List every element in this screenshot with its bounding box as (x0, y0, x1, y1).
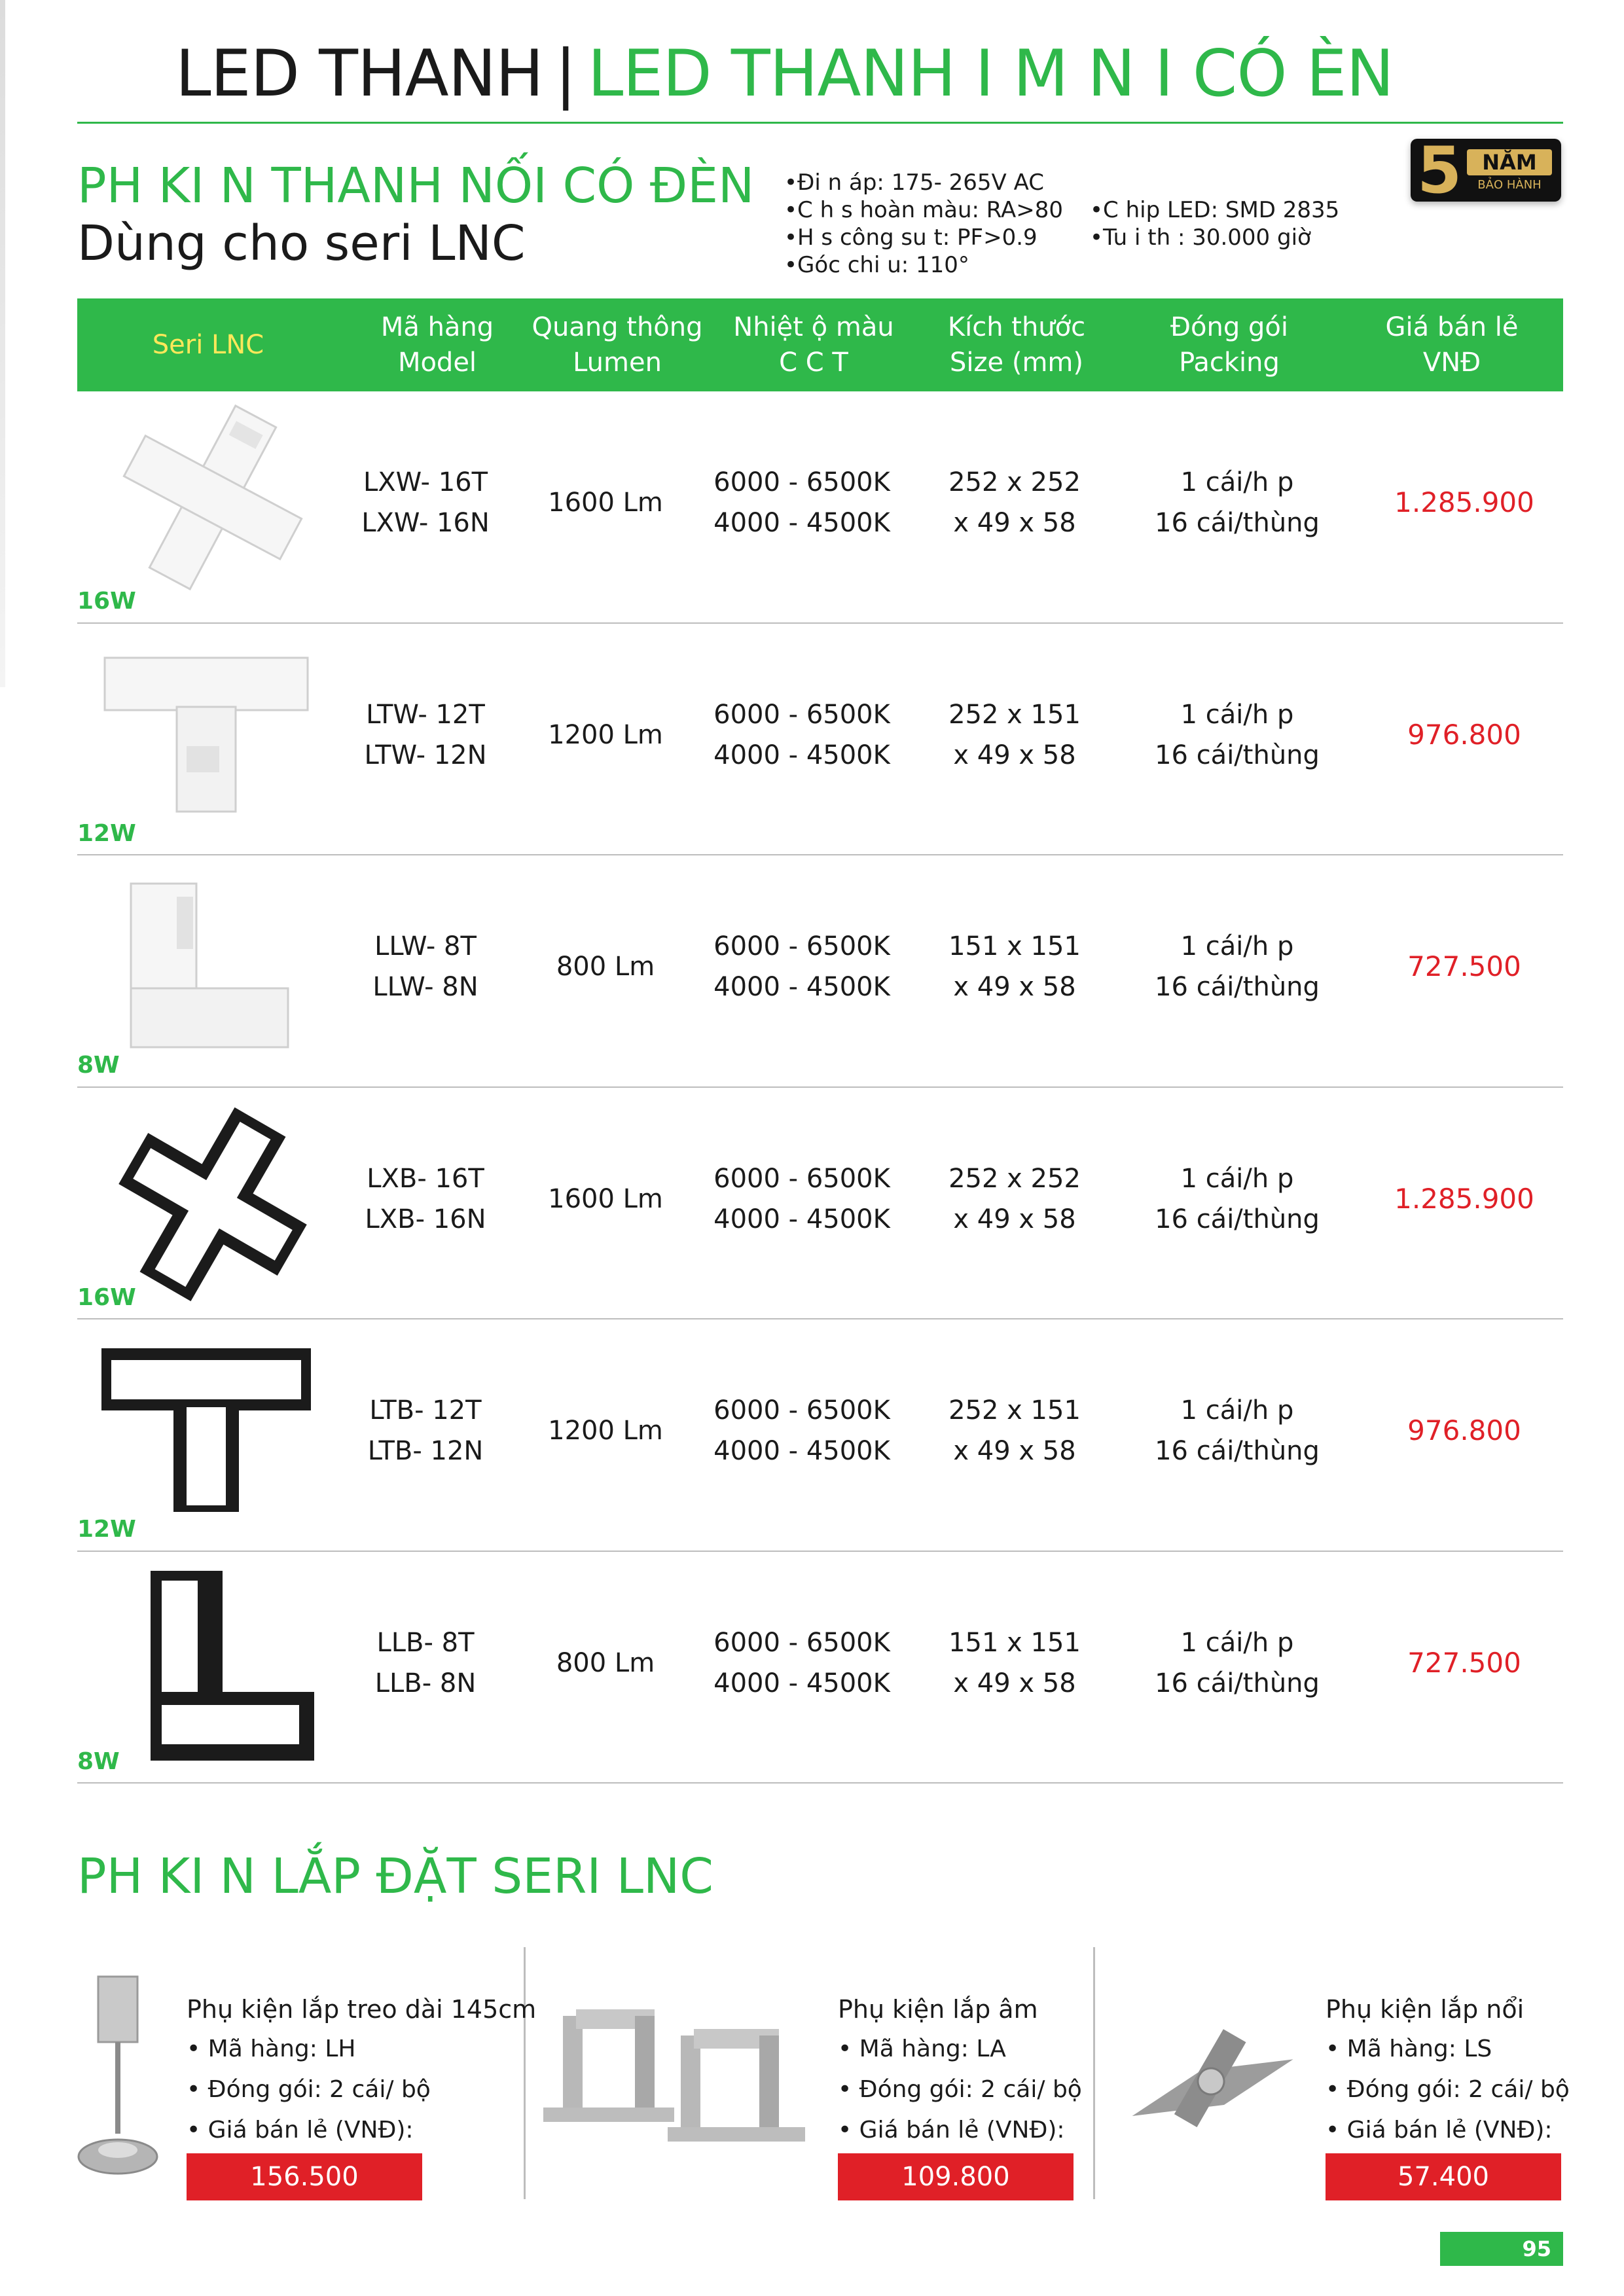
header-seri: Seri LNC (152, 330, 264, 360)
accessory-3-price: 57.400 (1326, 2153, 1561, 2200)
cell-size-line: x 49 x 58 (953, 1204, 1076, 1234)
cell-cct-line: 4000 - 4500K (713, 508, 890, 538)
row-divider (77, 1318, 1563, 1319)
product-image-cross-white (118, 399, 308, 596)
cell-model (365, 1158, 486, 1240)
accessory-3-packing: • Đóng gói: 2 cái/ bộ (1326, 2076, 1570, 2103)
section-subtitle: Dùng cho seri LNC (77, 215, 526, 272)
accessory-1-packing: • Đóng gói: 2 cái/ bộ (187, 2076, 431, 2103)
cell-cct-line: 4000 - 4500K (713, 740, 890, 770)
cell-model-line: LTB- 12T (369, 1395, 482, 1426)
cell-packing-line: 1 cái/h p (1180, 467, 1294, 497)
header-cct: Nhiệt ộ màu C C T (733, 312, 894, 378)
spec-power-factor: •H s công su t: PF>0.9 (784, 224, 1038, 251)
cell-size (948, 462, 1081, 543)
cell-model (375, 1623, 477, 1704)
header-size: Kích thước Size (mm) (947, 312, 1086, 378)
cell-price: 1.285.900 (1394, 486, 1534, 518)
accessory-1-price-label: • Giá bán lẻ (VNĐ): (187, 2117, 414, 2144)
cell-size-line: x 49 x 58 (953, 972, 1076, 1002)
accessory-3-model: • Mã hàng: LS (1326, 2036, 1492, 2062)
cell-lumen: 1600 Lm (548, 1183, 663, 1214)
accessory-3-price-label: • Giá bán lẻ (VNĐ): (1326, 2117, 1553, 2144)
cell-price: 727.500 (1407, 1646, 1521, 1679)
cell-cct-line: 6000 - 6500K (713, 467, 890, 497)
accessory-image-suspension (72, 1970, 164, 2186)
title-left: LED THANH (175, 37, 543, 111)
cell-price: 976.800 (1407, 1414, 1521, 1446)
cell-size-line: 151 x 151 (948, 931, 1081, 961)
cell-lumen: 1600 Lm (548, 488, 663, 518)
cell-lumen: 800 Lm (556, 1647, 655, 1678)
cell-cct (713, 1158, 890, 1240)
cell-model (368, 1390, 484, 1471)
cell-size-line: 151 x 151 (948, 1627, 1081, 1658)
cell-packing (1155, 462, 1320, 543)
title-rule (77, 122, 1563, 124)
page-number: 95 (1440, 2232, 1563, 2266)
cell-size-line: 252 x 151 (948, 1395, 1081, 1426)
product-image-tee-white (98, 648, 314, 818)
title-right: LED THANH I M N I CÓ ÈN (587, 37, 1394, 111)
cell-model-line: LTB- 12N (367, 1436, 484, 1466)
cell-size (948, 926, 1081, 1007)
cell-cct-line: 6000 - 6500K (713, 1627, 890, 1658)
spec-chip: •C hip LED: SMD 2835 (1090, 197, 1340, 223)
cell-packing-line: 1 cái/h p (1180, 931, 1294, 961)
cell-packing-line: 16 cái/thùng (1155, 508, 1320, 538)
cell-size (948, 694, 1081, 776)
accessory-2-name: Phụ kiện lắp âm (838, 1995, 1038, 2024)
cell-model (364, 694, 486, 776)
cell-packing-line: 16 cái/thùng (1155, 972, 1320, 1002)
cell-cct-line: 6000 - 6500K (713, 699, 890, 730)
cell-cct (713, 694, 890, 776)
row-wattage: 16W (77, 1283, 136, 1311)
accessory-image-surface (1113, 2003, 1309, 2160)
cell-price: 976.800 (1407, 718, 1521, 751)
row-divider (77, 622, 1563, 624)
row-divider (77, 1782, 1563, 1784)
product-image-el-black (147, 1568, 317, 1764)
cell-model-line: LXB- 16T (367, 1163, 484, 1194)
cell-size (948, 1623, 1081, 1704)
cell-cct-line: 6000 - 6500K (713, 1395, 890, 1426)
cell-packing (1155, 1623, 1320, 1704)
warranty-badge (1411, 134, 1561, 208)
cell-packing-line: 1 cái/h p (1180, 1627, 1294, 1658)
cell-size-line: x 49 x 58 (953, 1436, 1076, 1466)
spec-beam-angle: •Góc chi u: 110° (784, 252, 969, 278)
cell-model-line: LLB- 8T (376, 1627, 475, 1658)
header-model: Mã hàng Model (380, 312, 494, 378)
cell-model-line: LTW- 12T (366, 699, 485, 730)
cell-size-line: x 49 x 58 (953, 740, 1076, 770)
spec-voltage: •Đi n áp: 175- 265V AC (784, 170, 1045, 196)
cell-packing-line: 16 cái/thùng (1155, 1436, 1320, 1466)
row-divider (77, 1086, 1563, 1088)
cell-packing-line: 16 cái/thùng (1155, 740, 1320, 770)
cell-packing-line: 1 cái/h p (1180, 1395, 1294, 1426)
title-separator: | (554, 37, 576, 111)
product-image-el-white (124, 877, 295, 1054)
accessory-3-name: Phụ kiện lắp nổi (1326, 1995, 1525, 2024)
accessory-divider-1 (524, 1947, 526, 2199)
table-header (77, 298, 1563, 391)
cell-cct (713, 926, 890, 1007)
header-price: Giá bán lẻ VNĐ (1385, 312, 1519, 378)
cell-cct (713, 462, 890, 543)
accessory-2-packing: • Đóng gói: 2 cái/ bộ (838, 2076, 1082, 2103)
warranty-label: BẢO HÀNH (1477, 178, 1542, 192)
cell-model-line: LLW- 8N (372, 972, 478, 1002)
cell-packing (1155, 694, 1320, 776)
row-divider (77, 1551, 1563, 1552)
cell-lumen: 800 Lm (556, 952, 655, 982)
accessory-divider-2 (1093, 1947, 1095, 2199)
cell-model-line: LLB- 8N (374, 1668, 477, 1698)
cell-size-line: 252 x 151 (948, 699, 1081, 730)
header-packing: Đóng gói Packing (1170, 312, 1288, 378)
cell-price: 727.500 (1407, 950, 1521, 982)
cell-size (948, 1390, 1081, 1471)
row-wattage: 8W (77, 1052, 120, 1079)
cell-size-line: x 49 x 58 (953, 1668, 1076, 1698)
cell-cct-line: 4000 - 4500K (713, 1204, 890, 1234)
spec-lifetime: •Tu i th : 30.000 giờ (1090, 224, 1311, 251)
cell-model-line: LLW- 8T (374, 931, 477, 961)
cell-size-line: x 49 x 58 (953, 508, 1076, 538)
header-lumen: Quang thông Lumen (532, 312, 703, 378)
cell-packing (1155, 1158, 1320, 1240)
section-title-accessories: PH KI N LẮP ĐẶT SERI LNC (77, 1848, 713, 1905)
spec-cri: •C h s hoàn màu: RA>80 (784, 197, 1064, 223)
cell-model-line: LXW- 16N (361, 508, 490, 538)
cell-cct (713, 1390, 890, 1471)
cell-packing-line: 16 cái/thùng (1155, 1204, 1320, 1234)
cell-cct-line: 4000 - 4500K (713, 1668, 890, 1698)
cell-packing-line: 1 cái/h p (1180, 699, 1294, 730)
cell-packing (1155, 926, 1320, 1007)
cell-model-line: LXW- 16T (363, 467, 488, 497)
accessory-2-price: 109.800 (838, 2153, 1074, 2200)
cell-model-line: LTW- 12N (364, 740, 487, 770)
cell-model (372, 926, 478, 1007)
warranty-number: 5 (1417, 134, 1462, 208)
accessory-2-price-label: • Giá bán lẻ (VNĐ): (838, 2117, 1065, 2144)
cell-cct-line: 6000 - 6500K (713, 1163, 890, 1194)
cell-model-line: LXB- 16N (365, 1204, 486, 1234)
accessory-2-model: • Mã hàng: LA (838, 2036, 1006, 2062)
section-title-connectors: PH KI N THANH NỐI CÓ ĐÈN (77, 158, 755, 214)
accessory-image-recessed (537, 1996, 812, 2160)
row-wattage: 12W (77, 1516, 136, 1543)
accessory-1-name: Phụ kiện lắp treo dài 145cm (187, 1995, 537, 2024)
warranty-years: NĂM (1467, 149, 1552, 175)
cell-cct-line: 4000 - 4500K (713, 972, 890, 1002)
cell-size-line: 252 x 252 (948, 467, 1081, 497)
cell-cct-line: 4000 - 4500K (713, 1436, 890, 1466)
cell-lumen: 1200 Lm (548, 719, 663, 750)
cell-size-line: 252 x 252 (948, 1163, 1081, 1194)
row-divider (77, 854, 1563, 855)
row-wattage: 16W (77, 588, 136, 615)
page-edge-mark (0, 0, 5, 687)
product-image-cross-black (118, 1106, 308, 1302)
page-title (175, 38, 1394, 110)
cell-price: 1.285.900 (1394, 1182, 1534, 1215)
row-wattage: 8W (77, 1748, 120, 1775)
row-wattage: 12W (77, 819, 136, 847)
product-image-tee-black (98, 1342, 314, 1518)
cell-model (361, 462, 490, 543)
accessory-1-model: • Mã hàng: LH (187, 2036, 356, 2062)
cell-packing (1155, 1390, 1320, 1471)
cell-packing-line: 1 cái/h p (1180, 1163, 1294, 1194)
cell-packing-line: 16 cái/thùng (1155, 1668, 1320, 1698)
cell-cct-line: 6000 - 6500K (713, 931, 890, 961)
cell-size (948, 1158, 1081, 1240)
cell-lumen: 1200 Lm (548, 1416, 663, 1446)
cell-cct (713, 1623, 890, 1704)
accessory-1-price: 156.500 (187, 2153, 422, 2200)
